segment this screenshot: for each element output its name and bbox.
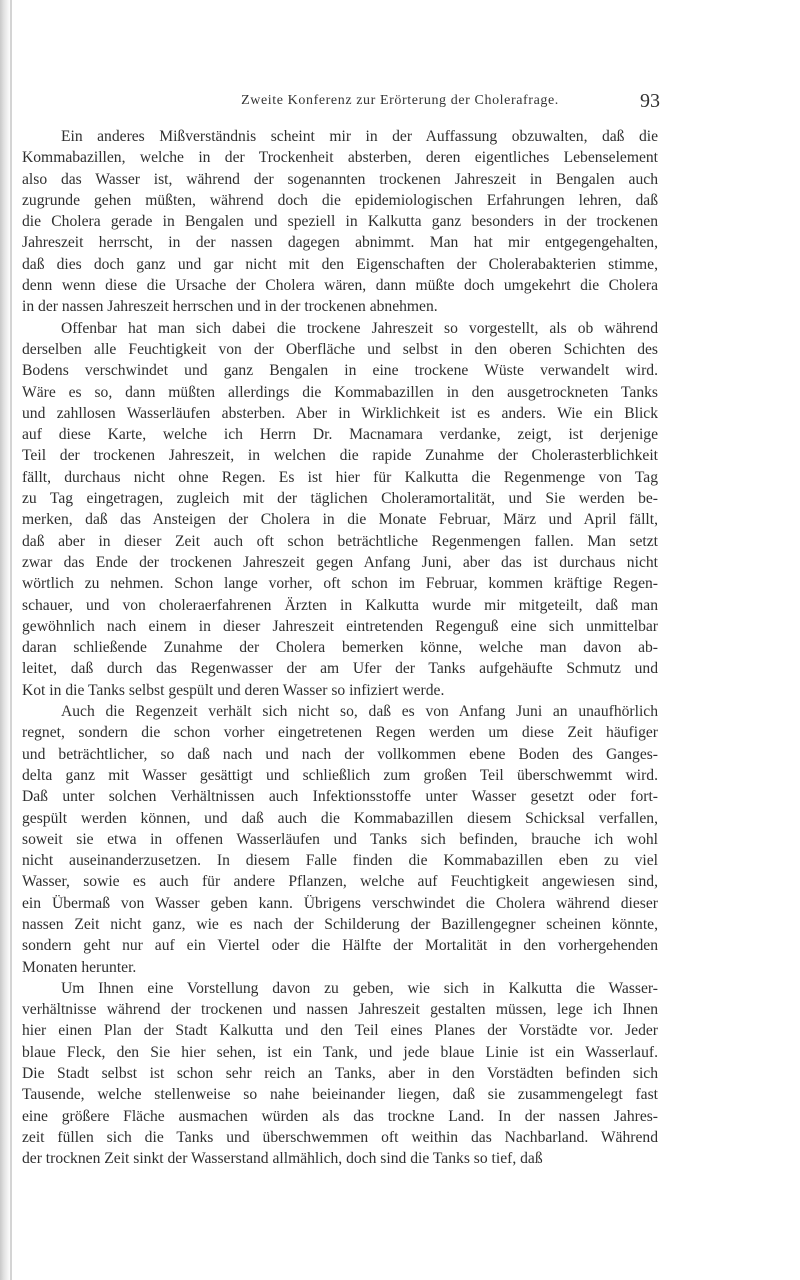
paragraph-3 [22,701,658,978]
text-line: in der nassen Jahreszeit herrschen und in der trockenen abnehmen. [22,298,438,316]
text-line: verhältnisse während der trockenen und nassen Jahreszeit gestalten müssen, lege ich Ihnen [22,1001,658,1019]
text-line: der trocknen Zeit sinkt der Wasserstand allmählich, doch sind die Tanks so tief, daß [22,1150,543,1168]
page-number: 93 [640,90,660,112]
text-line: fällt, durchaus nicht ohne Regen. Es ist hier für Kalkutta die Regenmenge von Tag [22,468,658,486]
text-line: wörtlich zu nehmen. Schon lange vorher, oft schon im Februar, kommen kräftige Regen- [22,575,658,593]
text-line: zeit füllen sich die Tanks und überschwemmen oft weithin das Nachbarland. Während [22,1128,658,1146]
text-line: daß aber in dieser Zeit auch oft schon beträchtliche Regenmengen fallen. Man setzt [22,532,658,550]
text-line: sondern geht nur auf ein Viertel oder die Hälfte der Mortalität in den vorhergehenden [22,937,658,955]
text-line: zugrunde gehen müßten, während doch die epidemiologischen Erfahrungen lehren, daß [22,191,658,209]
text-line: eine größere Fläche ausmachen würden als das trockne Land. In der nassen Jahres- [22,1107,658,1125]
text-line: denn wenn diese die Ursache der Cholera wären, dann müßte doch umgekehrt die Cholera [22,277,658,295]
text-line: Teil der trockenen Jahreszeit, in welchen die rapide Zunahme der Cholerasterblichkeit [22,447,658,465]
text-line: zwar das Ende der trockenen Jahreszeit gegen Anfang Juni, aber das ist durchaus nicht [22,553,658,571]
text-line: die Cholera gerade in Bengalen und speziell in Kalkutta ganz besonders in der trockenen [22,213,658,231]
text-line: leitet, daß durch das Regenwasser der am Ufer der Tanks aufgehäufte Schmutz und [22,660,658,678]
text-line: merken, daß das Ansteigen der Cholera in die Monate Februar, März und April fällt, [22,511,658,529]
text-line: soweit sie etwa in offenen Wasserläufen und Tanks sich befinden, brauche ich wohl [22,830,658,848]
text-line: Kommabazillen, welche in der Trockenheit absterben, deren eigentliches Lebenselement [22,149,658,167]
text-line: ein Übermaß von Wasser geben kann. Übrigens verschwindet die Cholera während dieser [22,894,658,912]
text-line: zu Tag eingetragen, zugleich mit der täglichen Choleramortalität, und Sie werden be- [22,490,658,508]
text-line: und zahllosen Wasserläufen absterben. Aber in Wirklichkeit ist es anders. Wie ein Blick [22,404,658,422]
text-line: nassen Zeit nicht ganz, wie es nach der Schilderung der Bazillengegner scheinen könnte, [22,915,658,933]
text-line: Um Ihnen eine Vorstellung davon zu geben, wie sich in Kalkutta die Wasser- [61,979,658,997]
page-header [0,90,800,117]
text-line: Offenbar hat man sich dabei die trockene Jahreszeit so vorgestellt, als ob während [61,319,658,337]
running-title: Zweite Konferenz zur Erörterung der Cholerafrage. [241,93,559,108]
body-text [22,126,658,1170]
paragraph-4 [22,978,658,1170]
paragraph-1 [22,126,658,318]
text-line: Jahreszeit herrscht, in der nassen dagegen abnimmt. Man hat mir entgegengehalten, [22,234,658,252]
text-line: gewöhnlich nach einem in dieser Jahreszeit eintretenden Regenguß eine sich unmittelbar [22,617,658,635]
text-line: Bodens verschwindet und ganz Bengalen in eine trockene Wüste verwandelt wird. [22,362,658,380]
text-line: nicht auseinanderzusetzen. In diesem Falle finden die Kommabazillen eben zu viel [22,852,658,870]
text-line: Wäre es so, dann müßten allerdings die Kommabazillen in den ausgetrockneten Tanks [22,383,658,401]
text-line: Daß unter solchen Verhältnissen auch Infektionsstoffe unter Wasser gesetzt oder fort- [22,788,658,806]
text-line: hier einen Plan der Stadt Kalkutta und den Teil eines Planes der Vorstädte vor. Jeder [22,1022,658,1040]
text-line: Wasser, sowie es auch für andere Pflanzen, welche auf Feuchtigkeit angewiesen sind, [22,873,658,891]
text-line: regnet, sondern die schon vorher eingetretenen Regen werden um diese Zeit häufiger [22,724,658,742]
text-line: daran schließende Zunahme der Cholera bemerken könne, welche man davon ab- [22,639,658,657]
text-line: schauer, und von choleraerfahrenen Ärzten in Kalkutta wurde mir mitgeteilt, daß man [22,596,658,614]
text-line: gespült werden können, und daß auch die Kommabazillen diesem Schicksal verfallen, [22,809,658,827]
text-line: Tausende, welche stellenweise so nahe beieinander liegen, daß sie zusammengelegt fast [22,1086,658,1104]
paragraph-2 [22,318,658,701]
text-line: Monaten herunter. [22,958,137,976]
text-line: daß dies doch ganz und gar nicht mit den Eigenschaften der Cholerabakterien stimme, [22,255,658,273]
text-line: Auch die Regenzeit verhält sich nicht so, daß es von Anfang Juni an unaufhörlich [61,703,658,721]
text-line: also das Wasser ist, während der sogenannten trockenen Jahreszeit in Bengalen auch [22,170,658,188]
text-line: derselben alle Feuchtigkeit von der Oberfläche und selbst in den oberen Schichten des [22,340,658,358]
text-line: Ein anderes Mißverständnis scheint mir in der Auffassung obzuwalten, daß die [61,128,658,145]
text-line: Kot in die Tanks selbst gespült und deren Wasser so infiziert werde. [22,681,445,699]
text-line: Die Stadt selbst ist schon sehr reich an Tanks, aber in den Vorstädten befinden sich [22,1065,658,1083]
text-line: delta ganz mit Wasser gesättigt und schließlich zum großen Teil überschwemmt wird. [22,766,658,784]
text-line: blaue Fleck, den Sie hier sehen, ist ein Tank, und jede blaue Linie ist ein Wasserlauf. [22,1043,658,1061]
text-line: auf diese Karte, welche ich Herrn Dr. Macnamara verdanke, zeigt, ist derjenige [22,426,658,444]
text-line: und beträchtlicher, so daß nach und nach der vollkommen ebene Boden des Ganges- [22,745,658,763]
